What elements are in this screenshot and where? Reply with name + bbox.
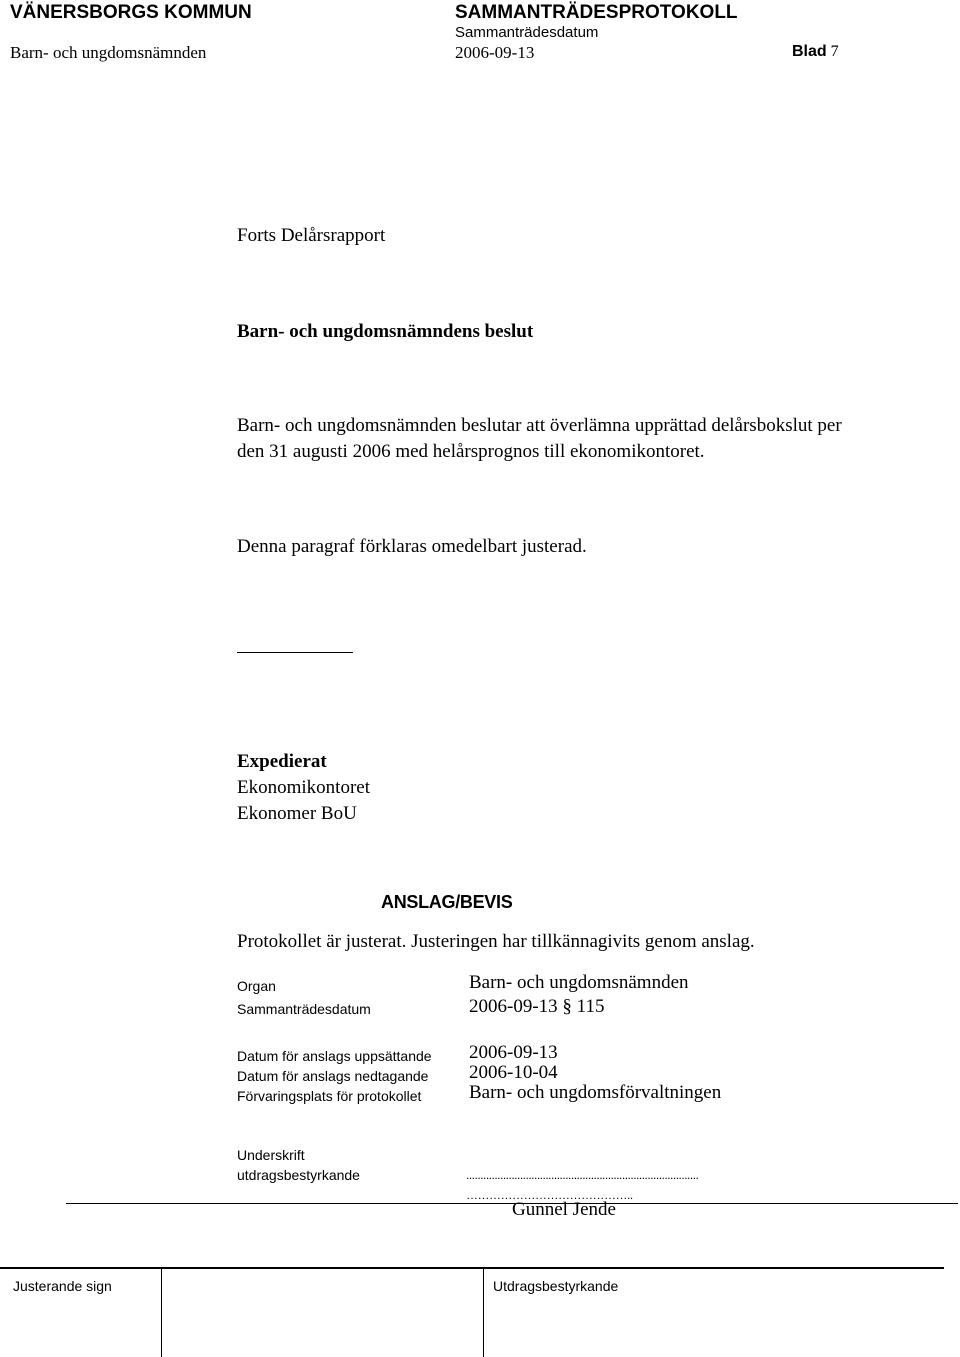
- organ-value: Barn- och ungdomsnämnden: [469, 972, 689, 993]
- decision-line: den 31 augusti 2006 med helårsprognos till ekonomikontoret.: [237, 441, 705, 462]
- decision-text: [237, 413, 842, 465]
- page-number: 7: [830, 43, 839, 60]
- expedierat-title: Expedierat: [237, 751, 327, 772]
- storage-value: Barn- och ungdomsförvaltningen: [469, 1082, 722, 1103]
- signature-dots-2: ……………………………………..: [466, 1188, 633, 1202]
- recipient-item: Ekonomer BoU: [237, 803, 357, 824]
- page-label: Blad: [792, 43, 827, 60]
- storage-label: Förvaringsplats för protokollet: [237, 1088, 422, 1104]
- date-label: Sammanträdesdatum: [455, 24, 599, 41]
- signature-dots: ..................................................................................: [466, 1168, 699, 1182]
- signature-label-2: utdragsbestyrkande: [237, 1167, 360, 1183]
- posted-date-label: Datum för anslags uppsättande: [237, 1048, 432, 1064]
- anslag-title: ANSLAG/BEVIS: [381, 892, 513, 912]
- expedierat-list: [237, 775, 370, 827]
- separator-line: [237, 652, 353, 653]
- organ-label: Organ: [237, 978, 276, 994]
- signature-label: Underskrift: [237, 1147, 305, 1163]
- adjusted-note: Denna paragraf förklaras omedelbart justerad.: [237, 536, 587, 557]
- organisation-name: VÄNERSBORGS KOMMUN: [10, 2, 252, 23]
- footer-justerande-sign: Justerande sign: [13, 1278, 112, 1294]
- footer-divider: [161, 1267, 162, 1357]
- meeting-date: 2006-09-13: [455, 43, 535, 62]
- meeting-date-label: Sammanträdesdatum: [237, 1001, 371, 1017]
- decision-title: Barn- och ungdomsnämndens beslut: [237, 321, 534, 342]
- board-name: Barn- och ungdomsnämnden: [10, 43, 207, 62]
- posted-date-value: 2006-09-13: [469, 1042, 558, 1063]
- signatory-name: Gunnel Jende: [512, 1199, 616, 1220]
- section-heading: Forts Delårsrapport: [237, 225, 386, 246]
- meeting-date-text: 2006-09-13: [469, 996, 558, 1017]
- footer-utdragsbestyrkande: Utdragsbestyrkande: [493, 1278, 619, 1294]
- removed-date-label: Datum för anslags nedtagande: [237, 1068, 429, 1084]
- footer-divider-2: [483, 1267, 484, 1357]
- removed-date-value: 2006-10-04: [469, 1062, 558, 1083]
- paragraph-number: § 115: [562, 996, 605, 1017]
- decision-line: Barn- och ungdomsnämnden beslutar att överlämna upprättad delårsbokslut per: [237, 415, 842, 436]
- recipient-item: Ekonomikontoret: [237, 777, 370, 798]
- meeting-date-value: [469, 996, 604, 1018]
- page-indicator: [792, 43, 839, 61]
- anslag-statement: Protokollet är justerat. Justeringen har tillkännagivits genom anslag.: [237, 931, 755, 952]
- document-type: SAMMANTRÄDESPROTOKOLL: [455, 2, 738, 23]
- footer-top-border: [0, 1267, 944, 1269]
